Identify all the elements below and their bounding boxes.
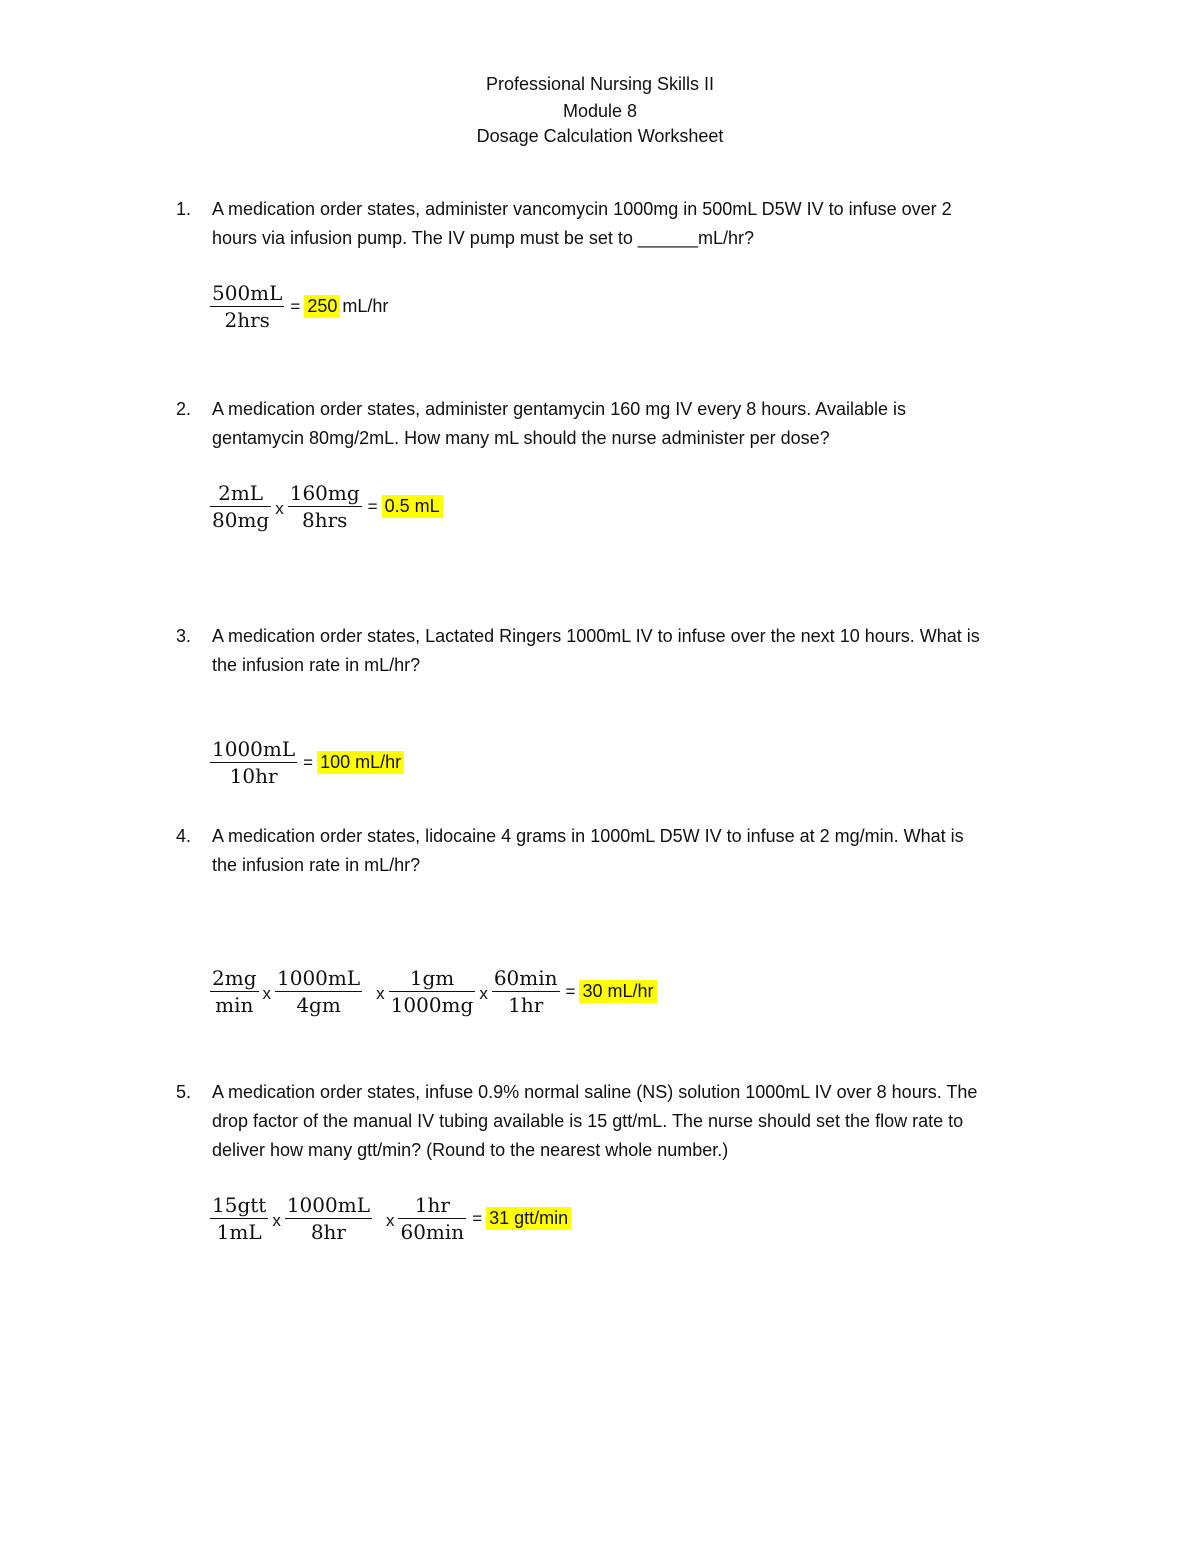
question-line: A medication order states, Lactated Ringers 1000mL IV to infuse over the next 10 hours. What is	[212, 626, 980, 646]
question-5	[176, 1078, 1076, 1165]
answer-highlight: 0.5 mL	[382, 495, 443, 518]
numerator: 2mg	[212, 966, 257, 990]
denominator: 8hr	[310, 1220, 346, 1244]
answer-highlight: 31 gtt/min	[486, 1207, 571, 1230]
fraction	[210, 480, 271, 533]
question-line: gentamycin 80mg/2mL. How many mL should the nurse administer per dose?	[212, 428, 830, 448]
equals-sign: =	[367, 496, 378, 516]
denominator: 60min	[400, 1220, 465, 1244]
numerator: 2mL	[218, 481, 264, 505]
question-number: 1.	[176, 199, 192, 219]
fraction	[210, 280, 284, 333]
worksheet-title: Dosage Calculation Worksheet	[476, 126, 724, 146]
equals-sign: =	[565, 981, 576, 1001]
equation-1	[210, 280, 388, 333]
numerator: 160mg	[289, 481, 360, 505]
equals-sign: =	[290, 296, 301, 316]
question-line: hours via infusion pump. The IV pump must be set to ______mL/hr?	[212, 228, 754, 248]
fraction	[210, 1192, 268, 1245]
fraction	[288, 480, 362, 533]
question-line: A medication order states, lidocaine 4 grams in 1000mL D5W IV to infuse at 2 mg/min. What is	[212, 826, 964, 846]
equation-4	[210, 965, 657, 1018]
question-number: 4.	[176, 826, 192, 846]
denominator: 2hrs	[224, 308, 270, 332]
times-sign: x	[262, 983, 271, 1003]
denominator: 1000mg	[390, 993, 474, 1017]
fraction	[389, 965, 476, 1018]
denominator: 80mg	[212, 508, 270, 532]
denominator: 4gm	[296, 993, 341, 1017]
fraction	[398, 1192, 466, 1245]
module-label: Module 8	[562, 101, 638, 121]
numerator: 1000mL	[212, 737, 296, 761]
times-sign: x	[376, 983, 385, 1003]
times-sign: x	[385, 1210, 395, 1230]
question-3	[176, 622, 1076, 680]
numerator: 500mL	[212, 281, 283, 305]
fraction	[285, 1192, 372, 1245]
question-line: drop factor of the manual IV tubing available is 15 gtt/mL. The nurse should set the flow rate to	[212, 1111, 964, 1131]
equation-2	[210, 480, 443, 533]
answer-unit: mL/hr	[342, 296, 389, 316]
course-title: Professional Nursing Skills II	[485, 74, 715, 94]
question-line: A medication order states, infuse 0.9% normal saline (NS) solution 1000mL IV over 8 hours. The	[212, 1082, 978, 1102]
denominator: min	[215, 993, 254, 1017]
question-line: A medication order states, administer gentamycin 160 mg IV every 8 hours. Available is	[212, 399, 907, 419]
question-1	[176, 195, 1076, 253]
numerator: 1000mL	[286, 1193, 370, 1217]
fraction	[492, 965, 560, 1018]
equals-sign: =	[472, 1208, 483, 1228]
denominator: 10hr	[229, 764, 278, 788]
denominator: 1hr	[508, 993, 544, 1017]
fraction	[275, 965, 362, 1018]
denominator: 1mL	[216, 1220, 262, 1244]
question-4	[176, 822, 1076, 880]
question-number: 2.	[176, 399, 192, 419]
question-line: the infusion rate in mL/hr?	[212, 855, 421, 875]
times-sign: x	[479, 983, 488, 1003]
answer-highlight: 250	[304, 295, 340, 318]
numerator: 60min	[493, 966, 558, 990]
question-line: the infusion rate in mL/hr?	[212, 655, 421, 675]
answer-highlight: 100 mL/hr	[317, 751, 404, 774]
question-number: 5.	[176, 1082, 192, 1102]
numerator: 15gtt	[212, 1193, 267, 1217]
question-2	[176, 395, 1076, 453]
times-sign: x	[272, 1210, 281, 1230]
fraction	[210, 736, 297, 789]
numerator: 1hr	[414, 1193, 450, 1217]
question-line: A medication order states, administer vancomycin 1000mg in 500mL D5W IV to infuse over 2	[212, 199, 952, 219]
denominator: 8hrs	[301, 508, 348, 532]
numerator: 1000mL	[277, 966, 361, 990]
equation-3	[210, 736, 404, 789]
equation-5	[210, 1192, 571, 1245]
fraction	[210, 965, 259, 1018]
equals-sign: =	[303, 752, 314, 772]
times-sign: x	[275, 498, 284, 518]
question-number: 3.	[176, 626, 192, 646]
question-line: deliver how many gtt/min? (Round to the nearest whole number.)	[212, 1140, 729, 1160]
numerator: 1gm	[409, 966, 455, 990]
answer-highlight: 30 mL/hr	[579, 980, 656, 1003]
